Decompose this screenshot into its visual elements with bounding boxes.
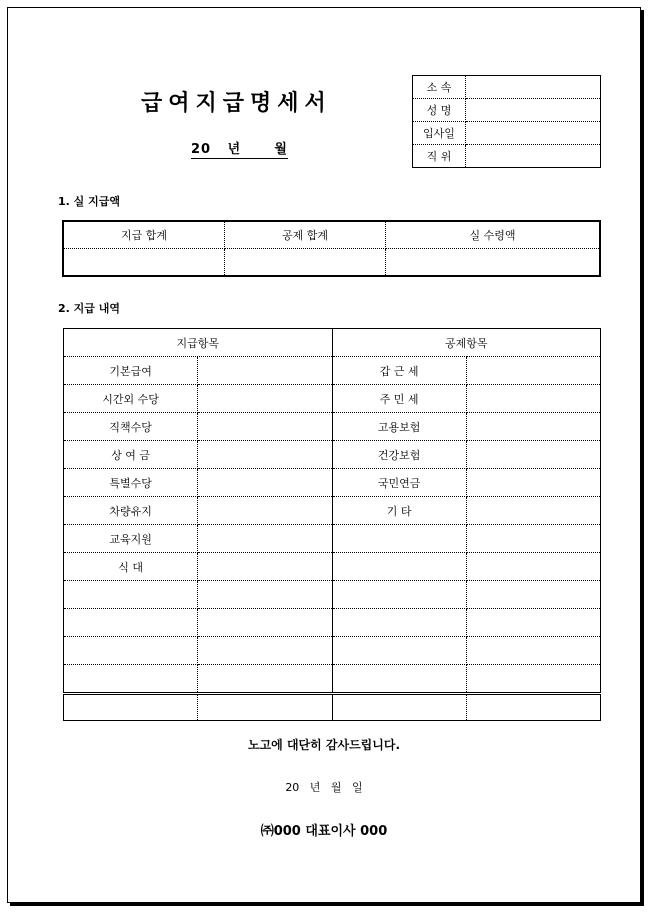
issue-date: 20 년 월 일 — [285, 781, 363, 794]
deduction-amount-field[interactable] — [466, 497, 600, 525]
pay-item-label — [64, 609, 198, 637]
company-signature: ㈜000 대표이사 000 — [260, 824, 388, 839]
total-pay-header: 지급 합계 — [63, 221, 225, 249]
detail-row — [64, 413, 601, 441]
deduction-amount-field[interactable] — [466, 357, 600, 385]
page-title: 급여지급명세서 — [141, 91, 332, 116]
pay-item-label — [64, 665, 198, 694]
detail-row — [64, 581, 601, 609]
info-row — [413, 99, 601, 122]
pay-item-label — [64, 581, 198, 609]
pay-amount-field[interactable] — [198, 553, 332, 581]
net-pay-header: 실 수령액 — [386, 221, 601, 249]
pay-item-label: 직책수당 — [64, 413, 198, 441]
section-1-heading: 1. 실 지급액 — [58, 195, 120, 208]
info-row — [413, 76, 601, 99]
detail-row — [64, 385, 601, 413]
pay-item-label: 특별수당 — [64, 469, 198, 497]
deduction-amount-field[interactable] — [466, 525, 600, 553]
deduction-amount-field[interactable] — [466, 665, 600, 694]
thanks-message: 노고에 대단히 감사드립니다. — [247, 738, 401, 752]
info-value-field[interactable] — [466, 76, 601, 99]
detail-row — [64, 637, 601, 665]
pay-amount-field[interactable] — [198, 525, 332, 553]
pay-amount-field[interactable] — [198, 497, 332, 525]
pay-amount-field[interactable] — [198, 357, 332, 385]
pay-item-label: 기본급여 — [64, 357, 198, 385]
detail-row — [64, 357, 601, 385]
deduction-item-label — [332, 553, 466, 581]
info-label: 소 속 — [413, 76, 466, 99]
info-value-field[interactable] — [466, 99, 601, 122]
pay-amount-field[interactable] — [198, 581, 332, 609]
pay-amount-field[interactable] — [198, 413, 332, 441]
deduction-item-label — [332, 581, 466, 609]
section-2-heading: 2. 지급 내역 — [58, 302, 120, 315]
net-pay-field[interactable] — [386, 249, 601, 277]
deduction-amount-field[interactable] — [466, 385, 600, 413]
info-row — [413, 145, 601, 168]
deduction-item-label: 건강보험 — [332, 441, 466, 469]
deduction-item-label — [332, 609, 466, 637]
payslip-page — [7, 7, 641, 903]
deduction-item-label: 주 민 세 — [332, 385, 466, 413]
detail-row — [64, 609, 601, 637]
pay-item-label: 식 대 — [64, 553, 198, 581]
info-value-field[interactable] — [466, 145, 601, 168]
total-deduction-header: 공제 합계 — [225, 221, 386, 249]
pay-items-header: 지급항목 — [64, 329, 333, 357]
pay-amount-field[interactable] — [198, 665, 332, 694]
info-row — [413, 122, 601, 145]
pay-detail-table — [63, 328, 601, 721]
deduction-item-label — [332, 637, 466, 665]
net-pay-summary-table — [62, 220, 601, 277]
deduction-amount-field[interactable] — [466, 637, 600, 665]
deduction-amount-field[interactable] — [466, 581, 600, 609]
info-label: 직 위 — [413, 145, 466, 168]
pay-amount-field[interactable] — [198, 385, 332, 413]
detail-row — [64, 441, 601, 469]
pay-item-label: 상 여 금 — [64, 441, 198, 469]
detail-row — [64, 497, 601, 525]
pay-amount-field[interactable] — [198, 609, 332, 637]
deduction-amount-field[interactable] — [466, 553, 600, 581]
pay-item-label: 교육지원 — [64, 525, 198, 553]
deduction-amount-field[interactable] — [466, 413, 600, 441]
detail-row — [64, 469, 601, 497]
pay-amount-field[interactable] — [198, 637, 332, 665]
deduction-item-label: 기 타 — [332, 497, 466, 525]
deduction-item-label — [332, 665, 466, 694]
info-label: 성 명 — [413, 99, 466, 122]
pay-amount-field[interactable] — [198, 441, 332, 469]
info-label: 입사일 — [413, 122, 466, 145]
deduction-items-header: 공제항목 — [332, 329, 601, 357]
total-pay-label-cell — [64, 694, 198, 721]
detail-row — [64, 665, 601, 694]
total-deduction-label-cell — [332, 694, 466, 721]
detail-row — [64, 553, 601, 581]
deduction-item-label: 국민연금 — [332, 469, 466, 497]
info-value-field[interactable] — [466, 122, 601, 145]
year-month: 20 년 월 — [191, 138, 288, 159]
deduction-item-label — [332, 525, 466, 553]
pay-item-label: 시간외 수당 — [64, 385, 198, 413]
pay-item-label: 차량유지 — [64, 497, 198, 525]
employee-info-table — [412, 75, 601, 168]
total-pay-field[interactable] — [63, 249, 225, 277]
pay-amount-field[interactable] — [198, 469, 332, 497]
deduction-item-label: 고용보험 — [332, 413, 466, 441]
pay-item-label — [64, 637, 198, 665]
total-deduction-amount-field[interactable] — [466, 694, 600, 721]
deduction-amount-field[interactable] — [466, 441, 600, 469]
deduction-amount-field[interactable] — [466, 469, 600, 497]
total-deduction-field[interactable] — [225, 249, 386, 277]
deduction-item-label: 갑 근 세 — [332, 357, 466, 385]
total-pay-amount-field[interactable] — [198, 694, 332, 721]
deduction-amount-field[interactable] — [466, 609, 600, 637]
detail-row — [64, 525, 601, 553]
